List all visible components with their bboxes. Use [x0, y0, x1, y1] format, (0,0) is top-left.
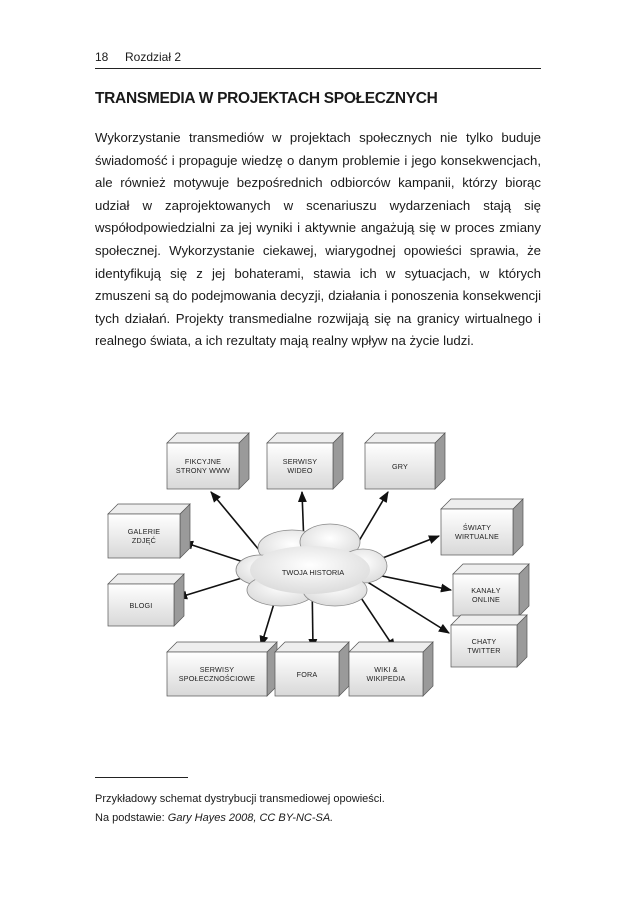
chapter-title: Rozdział 2 — [125, 50, 182, 64]
forums-label: FORA — [296, 669, 318, 679]
chats-twitter-label: CHATY TWITTER — [467, 637, 501, 655]
virtual-worlds-label: ŚWIATY WIRTUALNE — [455, 523, 499, 541]
blogs-label: BLOGI — [129, 600, 153, 610]
source-credit: Gary Hayes 2008, CC BY-NC-SA. — [167, 812, 334, 824]
wiki-label: WIKI & WIKIPEDIA — [366, 665, 406, 683]
photo-galleries-label: GALERIE ZDJĘĆ — [127, 527, 161, 545]
fictional-sites-label: FIKCYJNE STRONY WWW — [175, 457, 231, 475]
section-heading: TRANSMEDIA W PROJEKTACH SPOŁECZNYCH — [95, 90, 438, 107]
header-rule — [95, 68, 541, 69]
transmedia-diagram — [95, 420, 541, 710]
social-networks-label: SERWISY SPOŁECZNOŚCIOWE — [178, 665, 256, 683]
games-label: GRY — [391, 461, 409, 471]
body-paragraph: Wykorzystanie transmediów w projektach społecznych nie tylko buduje świadomość i propaguje wiedzę o danym problemie i jego konsekwencjach, ale również motywuje bezpośrednich odbiorców kampanii, którzy biorąc udział w zaprojektowanych w scenariuszu wydarzeniach stają się współodpowiedzialni za jej wyniki i aktywnie angażują się w proces zmiany społecznej. Wykorzystanie ciekawej, wiarygodnej opowieści sprawia, że identyfikują się z jej bohaterami, stawia ich w sytuacjach, w których zmuszeni są do podejmowania decyzji, działania i ponoszenia konsekwencji tych działań. Projekty transmedialne rozwijają się na granicy wirtualnego i realnego świata, a ich rezultaty mają realny wpływ na życie ludzi. — [95, 130, 541, 349]
story-cloud — [236, 524, 387, 606]
source-line — [95, 812, 333, 824]
caption-line: Przykładowy schemat dystrybucji transmediowej opowieści. — [95, 793, 385, 805]
online-channels-label: KANAŁY ONLINE — [471, 586, 501, 604]
story-label: TWOJA HISTORIA — [281, 568, 345, 577]
video-services-label: SERWISY WIDEO — [282, 457, 318, 475]
footnote-rule — [95, 777, 188, 778]
page-number: 18 — [95, 50, 109, 64]
source-prefix: Na podstawie: — [95, 812, 168, 824]
running-header — [95, 50, 541, 68]
arrow-to-fictional-sites-box — [211, 492, 264, 556]
